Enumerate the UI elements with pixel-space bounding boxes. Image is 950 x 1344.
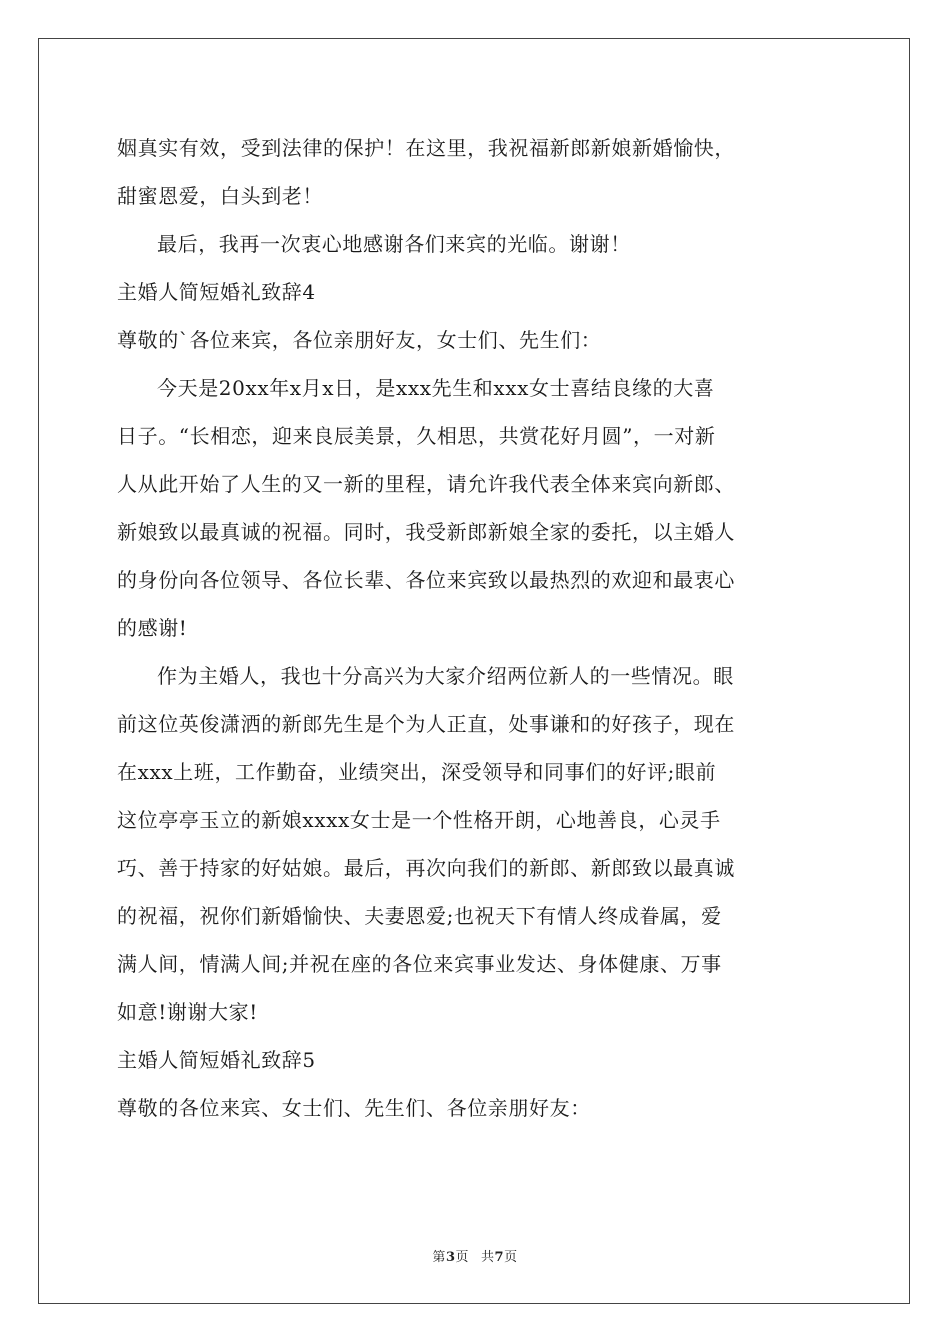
section-heading: 主婚人简短婚礼致辞5 (117, 1048, 316, 1072)
text-line: 甜蜜恩爱，白头到老！ (117, 184, 323, 208)
text-line: 姻真实有效，受到法律的保护！在这里，我祝福新郎新娘新婚愉快， (117, 136, 735, 160)
page-total: 7 (494, 1250, 505, 1265)
text-line: 日子。“长相恋，迎来良辰美景，久相思，共赏花好月圆”，一对新 (117, 424, 716, 448)
text-line: 如意!谢谢大家! (117, 1000, 258, 1024)
page-suffix: 页 (455, 1250, 469, 1265)
text-line: 作为主婚人，我也十分高兴为大家介绍两位新人的一些情况。眼 (157, 664, 734, 688)
text-line: 人从此开始了人生的又一新的里程，请允许我代表全体来宾向新郎、 (117, 472, 735, 496)
text-line: 的祝福，祝你们新婚愉快、夫妻恩爱;也祝天下有情人终成眷属，爱 (117, 904, 722, 928)
salutation: 尊敬的`各位来宾，各位亲朋好友，女士们、先生们： (117, 328, 602, 352)
salutation: 尊敬的各位来宾、女士们、先生们、各位亲朋好友： (117, 1096, 591, 1120)
total-prefix: 共 (481, 1250, 495, 1265)
page-footer (0, 1246, 950, 1265)
text-line: 这位亭亭玉立的新娘xxxx女士是一个性格开朗，心地善良，心灵手 (117, 808, 721, 832)
page-current: 3 (445, 1250, 456, 1265)
text-line: 的感谢! (117, 616, 188, 640)
page-prefix: 第 (432, 1250, 446, 1265)
text-line: 在xxx上班，工作勤奋，业绩突出，深受领导和同事们的好评;眼前 (117, 760, 717, 784)
text-line: 满人间，情满人间;并祝在座的各位来宾事业发达、身体健康、万事 (117, 952, 722, 976)
text-line: 前这位英俊潇洒的新郎先生是个为人正直，处事谦和的好孩子，现在 (117, 712, 735, 736)
text-line: 今天是20xx年x月x日，是xxx先生和xxx女士喜结良缘的大喜 (157, 376, 715, 400)
section-heading: 主婚人简短婚礼致辞4 (117, 280, 316, 304)
document-body (117, 124, 837, 1132)
text-line: 新娘致以最真诚的祝福。同时，我受新郎新娘全家的委托，以主婚人 (117, 520, 735, 544)
text-line: 巧、善于持家的好姑娘。最后，再次向我们的新郎、新郎致以最真诚 (117, 856, 735, 880)
total-suffix: 页 (504, 1250, 518, 1265)
text-line: 的身份向各位领导、各位长辈、各位来宾致以最热烈的欢迎和最衷心 (117, 568, 735, 592)
text-line: 最后，我再一次衷心地感谢各们来宾的光临。谢谢！ (157, 232, 631, 256)
